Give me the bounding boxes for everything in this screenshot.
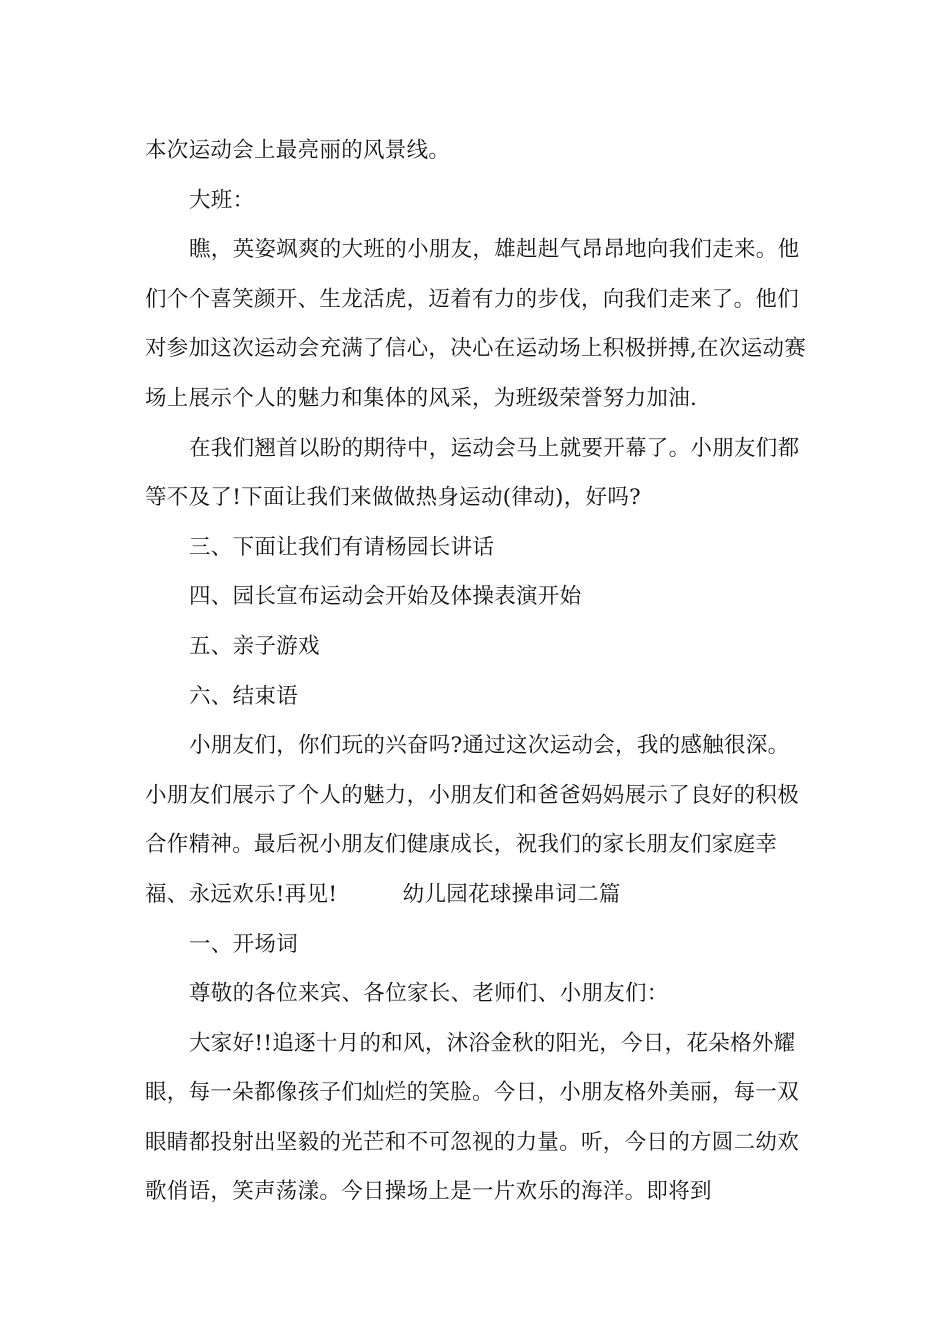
paragraph-2: 大班： xyxy=(189,187,255,213)
paragraph-5: 三、下面让我们有请杨园长讲话 xyxy=(189,534,495,560)
paragraph-7: 五、亲子游戏 xyxy=(189,633,320,659)
paragraph-8: 六、结束语 xyxy=(189,683,299,709)
paragraph-1: 本次运动会上最亮丽的风景线。 xyxy=(145,138,451,163)
document-body xyxy=(145,126,809,1217)
paragraph-9: 小朋友们，你们玩的兴奋吗?通过这次运动会，我的感触很深。小朋友们展示了个人的魅力，小朋友们和爸爸妈妈展示了良好的积极合作精神。最后祝小朋友们健康成长，祝我们的家长朋友们家庭幸福、永远欢乐!再见! 幼儿园花球操串词二篇 xyxy=(145,733,800,907)
paragraph-3: 瞧，英姿飒爽的大班的小朋友，雄赳赳气昂昂地向我们走来。他们个个喜笑颜开、生龙活虎，迈着有力的步伐，向我们走来了。他们对参加这次运动会充满了信心，决心在运动场上积极拼搏,在次运动赛场上展示个人的魅力和集体的风采，为班级荣誉努力加油. xyxy=(145,237,807,411)
paragraph-11: 尊敬的各位来宾、各位家长、老师们、小朋友们： xyxy=(189,981,669,1007)
paragraph-12: 大家好!!追逐十月的和风，沐浴金秋的阳光，今日，花朵格外耀眼，每一朵都像孩子们灿烂的笑脸。今日，小朋友格外美丽，每一双眼睛都投射出坚毅的光芒和不可忽视的力量。听，今日的方圆二幼欢歌俏语，笑声荡漾。今日操场上是一片欢乐的海洋。即将到 xyxy=(145,1030,800,1205)
paragraph-4: 在我们翘首以盼的期待中，运动会马上就要开幕了。小朋友们都等不及了!下面让我们来做做热身运动(律动)，好吗? xyxy=(145,435,800,511)
paragraph-10: 一、开场词 xyxy=(189,931,299,957)
paragraph-6: 四、园长宣布运动会开始及体操表演开始 xyxy=(189,584,582,610)
